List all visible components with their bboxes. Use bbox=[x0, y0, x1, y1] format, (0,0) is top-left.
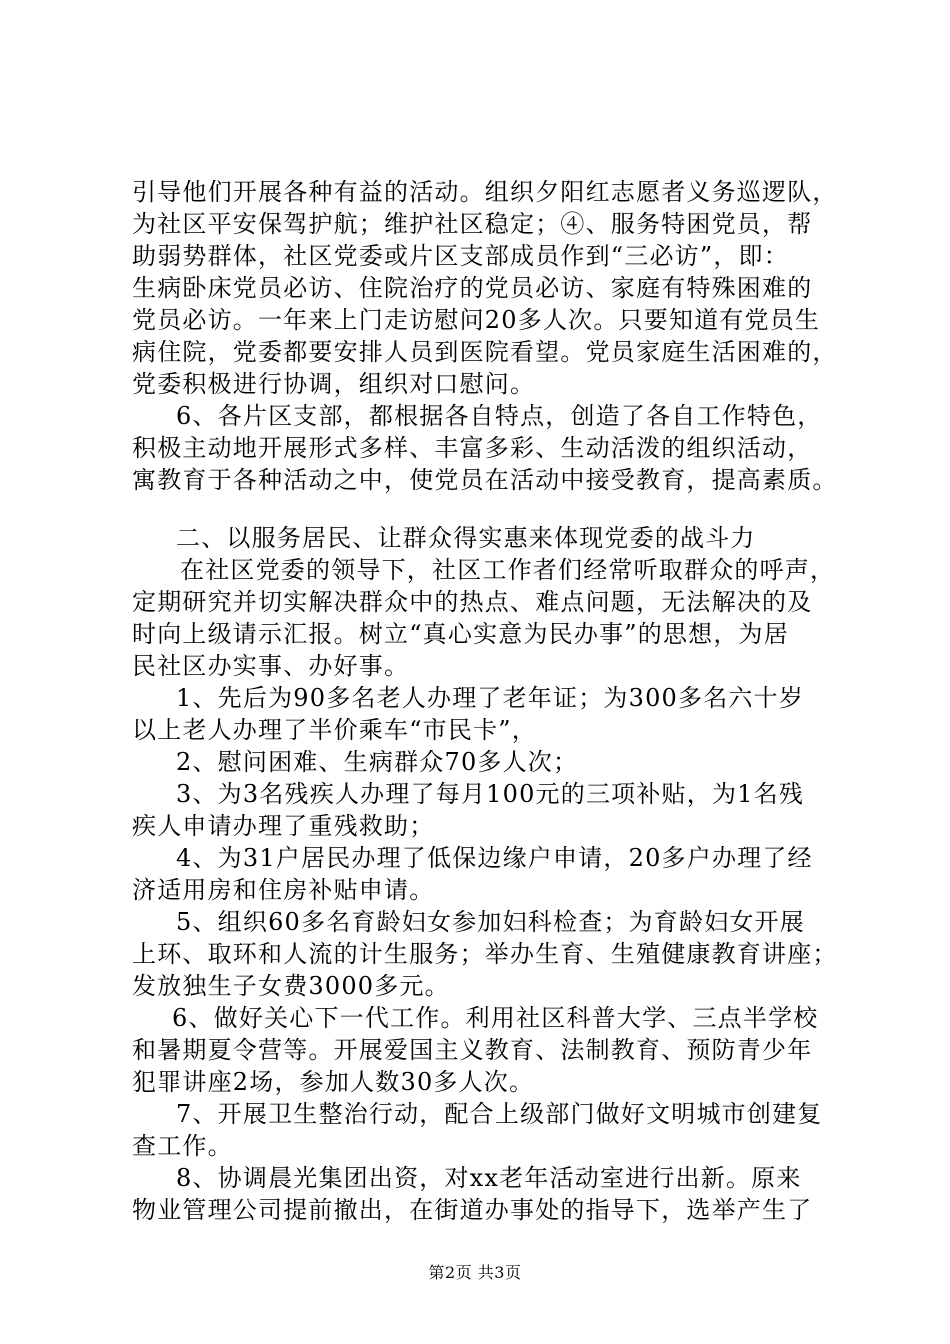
text-line: 8、协调晨光集团出资，对xx老年活动室进行出新。原来 bbox=[176, 1164, 802, 1192]
text-line: 助弱势群体，社区党委或片区支部成员作到“三必访”，即： bbox=[132, 242, 789, 270]
list-item bbox=[132, 682, 852, 746]
list-item bbox=[132, 778, 852, 842]
list-item bbox=[132, 1002, 852, 1098]
list-item bbox=[132, 1162, 852, 1226]
text-line: 6、做好关心下一代工作。利用社区科普大学、三点半学校 bbox=[172, 1004, 819, 1032]
list-item bbox=[132, 906, 852, 1002]
text-line: 党员必访。一年来上门走访慰问20多人次。只要知道有党员生 bbox=[132, 306, 821, 334]
text-line: 民社区办实事、办好事。 bbox=[132, 652, 410, 680]
text-line: 3、为3名残疾人办理了每月100元的三项补贴，为1名残 bbox=[176, 780, 805, 808]
paragraph-section2-intro bbox=[132, 554, 852, 682]
paragraph-item-6-branches bbox=[132, 400, 852, 496]
text-line: 犯罪讲座2场，参加人数30多人次。 bbox=[132, 1068, 535, 1096]
text-line: 6、各片区支部，都根据各自特点，创造了各自工作特色， bbox=[176, 402, 823, 430]
text-line: 积极主动地开展形式多样、丰富多彩、生动活泼的组织活动， bbox=[132, 434, 813, 462]
text-line: 在社区党委的领导下，社区工作者们经常听取群众的呼声， bbox=[180, 556, 836, 584]
text-line: 寓教育于各种活动之中，使党员在活动中接受教育，提高素质。 bbox=[132, 466, 838, 494]
text-line: 2、慰问困难、生病群众70多人次； bbox=[176, 748, 579, 776]
paragraph-continuation bbox=[132, 176, 852, 400]
text-line: 5、组织60多名育龄妇女参加妇科检查；为育龄妇女开展 bbox=[176, 908, 806, 936]
text-line: 疾人申请办理了重残救助； bbox=[132, 812, 435, 840]
text-line: 引导他们开展各种有益的活动。组织夕阳红志愿者义务巡逻队， bbox=[132, 178, 838, 206]
list-item bbox=[132, 1098, 852, 1162]
text-line: 以上老人办理了半价乘车“市民卡”， bbox=[132, 716, 537, 744]
text-line: 定期研究并切实解决群众中的热点、难点问题，无法解决的及 bbox=[132, 588, 813, 616]
text-line: 上环、取环和人流的计生服务；举办生育、生殖健康教育讲座； bbox=[132, 940, 838, 968]
text-line: 济适用房和住房补贴申请。 bbox=[132, 876, 435, 904]
text-line: 党委积极进行协调，组织对口慰问。 bbox=[132, 370, 536, 398]
paragraph-gap bbox=[132, 496, 852, 522]
text-line: 查工作。 bbox=[132, 1132, 233, 1160]
page-number-footer: 第2页 共3页 bbox=[428, 1263, 522, 1282]
text-line: 1、先后为90多名老人办理了老年证；为300多名六十岁 bbox=[176, 684, 805, 712]
text-line: 生病卧床党员必访、住院治疗的党员必访、家庭有特殊困难的 bbox=[132, 274, 813, 302]
text-line: 病住院，党委都要安排人员到医院看望。党员家庭生活困难的， bbox=[132, 338, 838, 366]
document-body bbox=[132, 176, 852, 1226]
text-line: 物业管理公司提前撤出，在街道办事处的指导下，选举产生了 bbox=[132, 1196, 813, 1224]
text-line: 为社区平安保驾护航；维护社区稳定；④、服务特困党员，帮 bbox=[132, 210, 813, 238]
text-line: 时向上级请示汇报。树立“真心实意为民办事”的思想，为居 bbox=[132, 620, 789, 648]
list-item bbox=[132, 746, 852, 778]
section-heading: 二、以服务居民、让群众得实惠来体现党委的战斗力 bbox=[176, 524, 756, 552]
text-line: 和暑期夏令营等。开展爱国主义教育、法制教育、预防青少年 bbox=[132, 1036, 813, 1064]
text-line: 4、为31户居民办理了低保边缘户申请，20多户办理了经 bbox=[176, 844, 813, 872]
text-line: 7、开展卫生整治行动，配合上级部门做好文明城市创建复 bbox=[176, 1100, 823, 1128]
text-line: 发放独生子女费3000多元。 bbox=[132, 972, 450, 1000]
list-item bbox=[132, 842, 852, 906]
